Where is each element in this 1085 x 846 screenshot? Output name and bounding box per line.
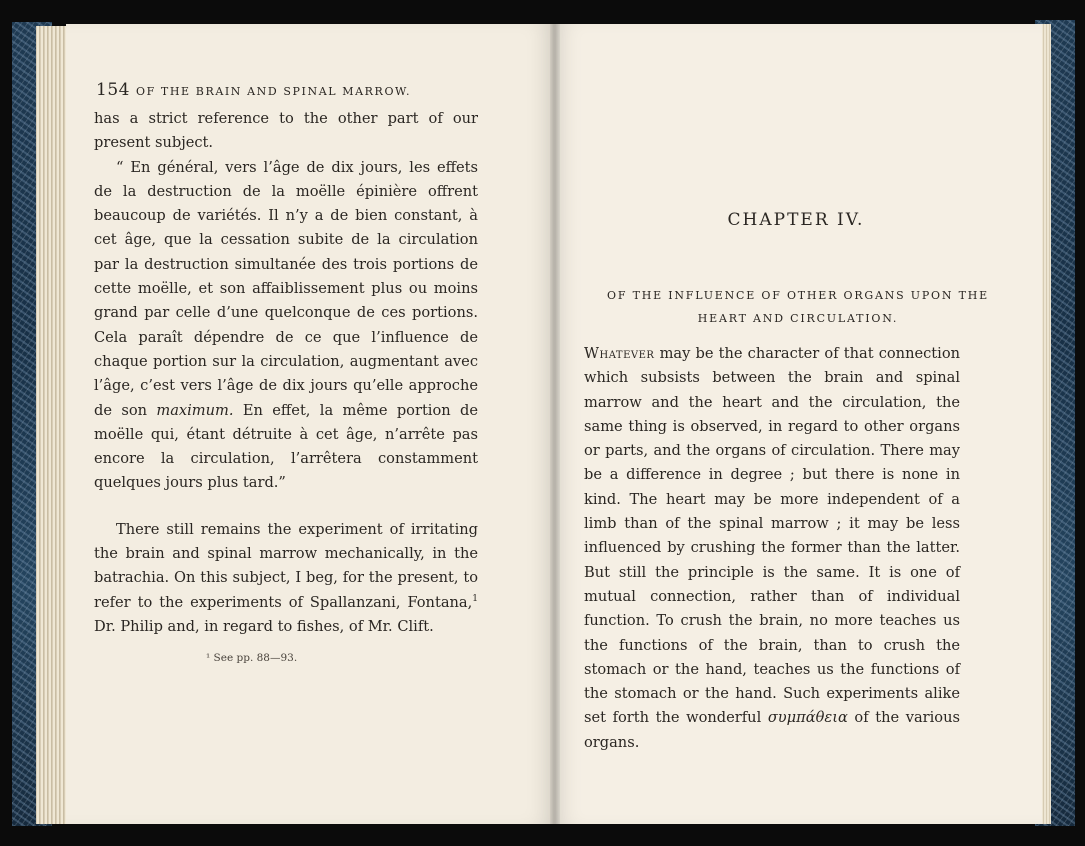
footnote: ¹ See pp. 88—93. [206,652,298,664]
quote-paragraph [94,156,478,496]
right-body-text [584,342,960,755]
paragraph [584,342,960,755]
running-head [96,80,411,100]
paragraph [94,518,478,639]
quote-text: “ En général, vers l’âge de dix jours, les effets de la destruction de la moëlle épinière offrent beaucoup de variétés. Il n’y a de bien constant, à cet âge, que la cessation subite de la circulation par la destruction simultanée des trois portions de cette moëlle, et son affaiblissement plus ou moins grand par celle d’une quelconque de ces portions. Cela paraît dépendre de ce que l’influence de chaque portion sur la circulation, augmentant avec l’âge, c’est vers l’âge de dix jours qu’elle approche de son [94,158,478,419]
chapter-title: CHAPTER IV. [727,210,865,230]
book-gutter [550,24,560,824]
quote-text-end: En effet, la même portion de moëlle qui, étant détruite à cet âge, n’arrête pas encore la circulation, l’arrêtera constamment quelques jours plus tard.” [94,401,478,492]
paragraph-text: may be the character of that connection which subsists between the brain and spinal marrow and the heart and the circulation, the same thing is observed, in regard to other organs or parts, and the organs of circulation. There may be a difference in degree ; but there is none in kind. The heart may be more independent of a limb than of the spinal marrow ; it may be less influenced by crushing the former than the latter. But still the principle is the same. It is one of mutual connection, rather than of individual function. To crush the brain, no more teaches us the functions of the brain, than to crush the stomach or the hand, teaches us the functions of the stomach or the hand. Such experiments alike set forth the wonderful [584,345,961,727]
footnote-reference: 1 [472,593,478,604]
chapter-subtitle: OF THE INFLUENCE OF OTHER ORGANS UPON THE HEART AND CIRCULATION. [607,289,989,325]
paragraph-text: There still remains the experiment of irritating the brain and spinal marrow mechanically, in the batrachia. On this subject, I beg, for the present, to refer to the experiments of Spallanzani, Fontana, [94,520,478,611]
paragraph: has a strict reference to the other part of our present subject. [94,110,478,152]
paragraph-text-end: Dr. Philip and, in regard to fishes, of Mr. Clift. [94,617,434,635]
left-body-text [94,107,478,639]
greek-word: συμπάθεια [767,709,848,727]
paragraph-text-end: of the various organs. [584,709,960,751]
italic-word: maximum. [156,401,234,419]
running-title: OF THE BRAIN AND SPINAL MARROW. [135,85,412,98]
page-number: 154 [96,80,130,100]
opening-word: Whatever [584,345,655,362]
